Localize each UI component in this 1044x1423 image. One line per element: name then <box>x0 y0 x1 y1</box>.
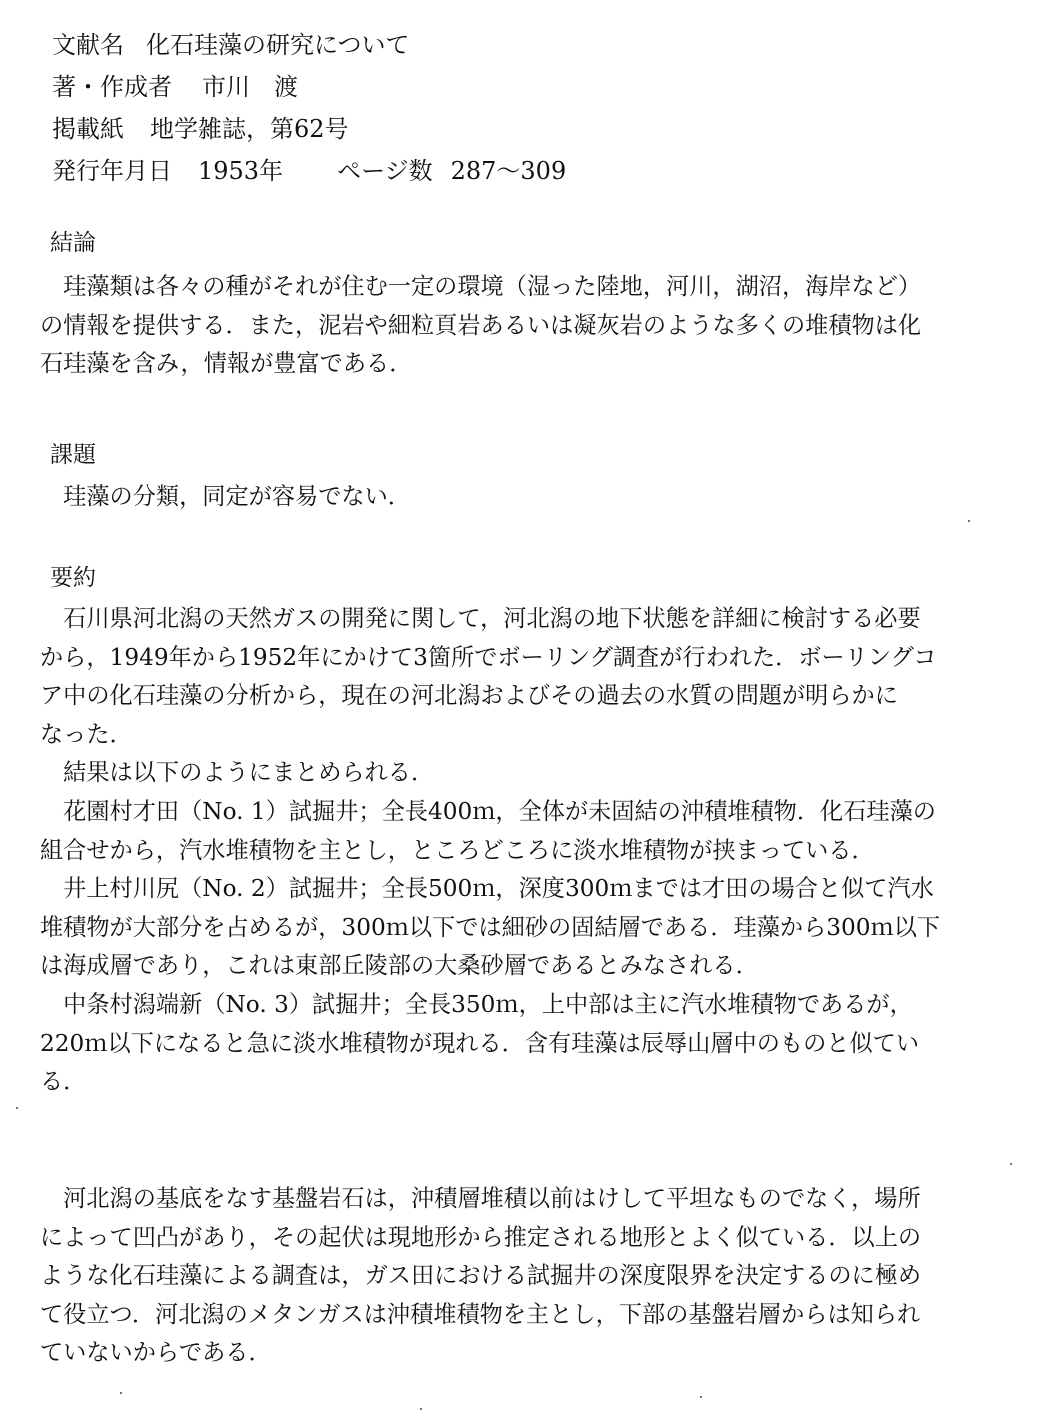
journal-label: 掲載紙 <box>52 115 124 143</box>
issues-line: 珪藻の分類，同定が容易でない． <box>40 483 411 510</box>
summary-line: 結果は以下のようにまとめられる． <box>40 759 435 787</box>
closing-paragraph <box>40 1180 1000 1373</box>
pages-label: ページ数 <box>337 157 433 185</box>
author-value: 市川 渡 <box>202 73 298 101</box>
closing-line: て役立つ．河北潟のメタンガスは沖積堆積物を主とし，下部の基盤岩層からは知られ <box>40 1300 921 1328</box>
summary-line: から，1949年から1952年にかけて3箇所でボーリング調査が行われた．ボーリングコ <box>40 643 937 671</box>
date-row <box>52 150 566 192</box>
conclusion-line: 珪藻類は各々の種がそれが住む一定の環境（湿った陸地，河川，湖沼，海岸など） <box>40 273 922 300</box>
summary-line: 堆積物が大部分を占めるが，300ｍ以下では細砂の固結層である．珪藻から300ｍ以下 <box>40 913 941 941</box>
summary-paragraph <box>40 600 1000 1102</box>
summary-line: る． <box>40 1068 87 1096</box>
title-label: 文献名 <box>52 31 124 59</box>
author-row <box>52 66 566 108</box>
conclusion-paragraph <box>40 268 1000 384</box>
closing-line: 河北潟の基底をなす基盤岩石は，沖積層堆積以前はけして平坦なものでなく，場所 <box>40 1185 921 1212</box>
bibliographic-info <box>52 24 566 192</box>
scan-speck <box>120 1392 122 1394</box>
scan-speck <box>968 520 970 522</box>
summary-line: は海成層であり，これは東部丘陵部の大桑砂層であるとみなされる． <box>40 952 759 980</box>
summary-line: ア中の化石珪藻の分析から，現在の河北潟およびその過去の水質の問題が明らかに <box>40 682 898 710</box>
summary-line: 石川県河北潟の天然ガスの開発に関して，河北潟の地下状態を詳細に検討する必要 <box>40 605 921 632</box>
summary-line: 中条村潟端新（No. 3）試掘井；全長350ｍ，上中部は主に汽水堆積物であるが， <box>40 990 913 1018</box>
pages-value: 287〜309 <box>450 157 567 185</box>
conclusion-line: の情報を提供する．また，泥岩や細粒頁岩あるいは凝灰岩のような多くの堆積物は化 <box>40 311 922 339</box>
scan-speck <box>420 1408 422 1410</box>
summary-line: 井上村川尻（No. 2）試掘井；全長500ｍ，深度300ｍまでは才田の場合と似て汽水 <box>40 875 934 903</box>
summary-line: 花園村才田（No. 1）試掘井；全長400ｍ，全体が未固結の沖積堆積物．化石珪藻の <box>40 797 936 825</box>
date-label: 発行年月日 <box>52 157 172 185</box>
scan-speck <box>1010 1163 1012 1165</box>
summary-line: 組合せから，汽水堆積物を主とし，ところどころに淡水堆積物が挟まっている． <box>40 836 875 864</box>
journal-value: 地学雑誌，第62号 <box>150 115 349 143</box>
issues-paragraph <box>40 478 1000 517</box>
scan-speck <box>16 1107 18 1109</box>
summary-heading: 要約 <box>50 565 96 591</box>
title-row <box>52 24 566 66</box>
summary-line: なった． <box>40 720 133 748</box>
author-label: 著・作成者 <box>52 73 172 101</box>
conclusion-heading: 結論 <box>50 230 96 256</box>
date-value: 1953年 <box>198 157 284 185</box>
closing-line: ていないからである． <box>40 1339 272 1367</box>
closing-line: によって凹凸があり，その起伏は現地形から推定される地形とよく似ている．以上の <box>40 1223 922 1251</box>
issues-heading: 課題 <box>50 442 96 468</box>
conclusion-line: 石珪藻を含み，情報が豊富である． <box>40 350 413 378</box>
closing-line: ような化石珪藻による調査は，ガス田における試掘井の深度限界を決定するのに極め <box>40 1262 922 1290</box>
summary-line: 220ｍ以下になると急に淡水堆積物が現れる．含有珪藻は辰辱山層中のものと似てい <box>40 1029 920 1057</box>
title-value: 化石珪藻の研究について <box>146 31 410 59</box>
scan-speck <box>700 1396 702 1398</box>
journal-row <box>52 108 566 150</box>
